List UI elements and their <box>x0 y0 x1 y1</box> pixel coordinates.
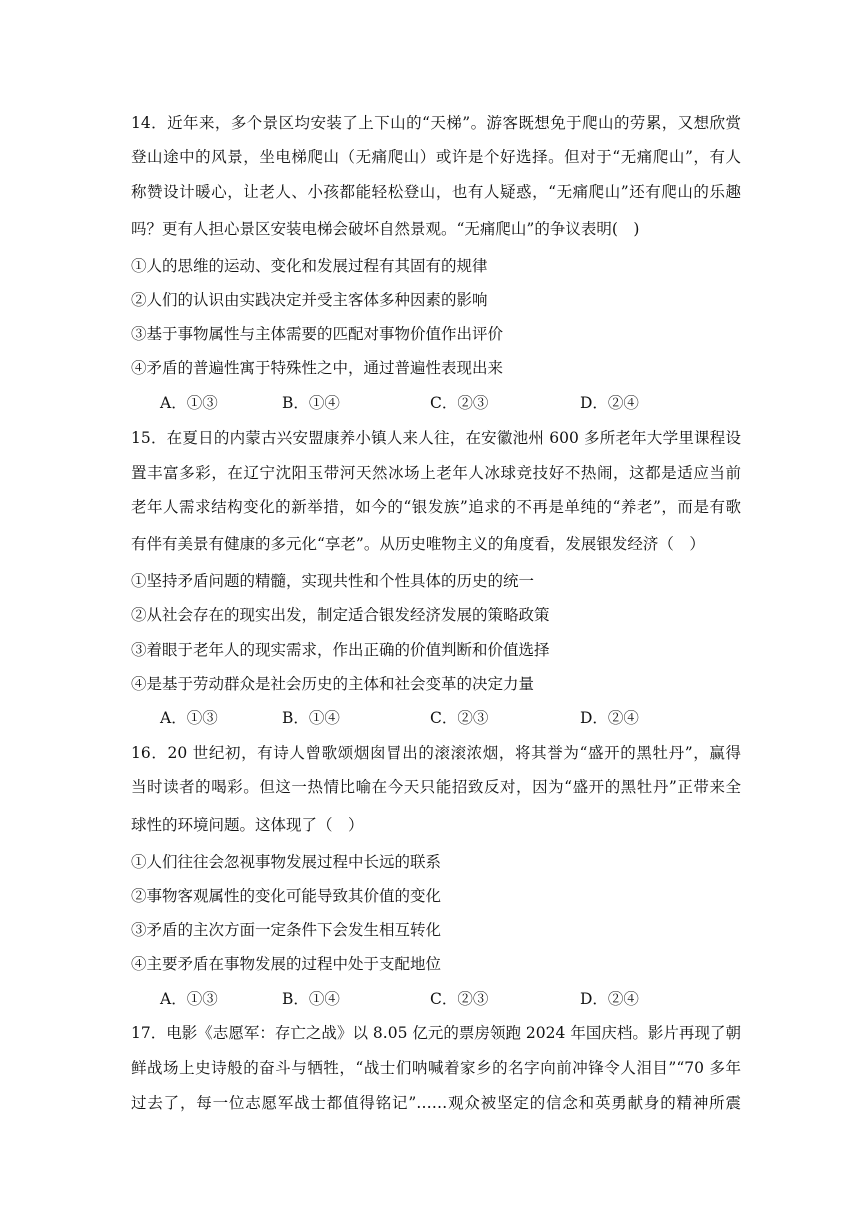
question-14-line-2: 登山途中的风景，坐电梯爬山（无痛爬山）或许是个好选择。但对于“无痛爬山”，有人 <box>131 148 741 166</box>
question-15-answer-choices <box>160 708 680 728</box>
question-16-option-2: ②事物客观属性的变化可能导致其价值的变化 <box>131 887 442 905</box>
question-15-option-3: ③着眼于老年人的现实需求，作出正确的价值判断和价值选择 <box>131 641 550 659</box>
question-14-option-2: ②人们的认识由实践决定并受主客体多种因素的影响 <box>131 291 488 309</box>
question-16-line-1: 16．20 世纪初，有诗人曾歌颂烟囱冒出的滚滚浓烟，将其誉为“盛开的黑牡丹”，赢得 <box>131 744 741 762</box>
question-16-answer-choices <box>160 989 680 1009</box>
question-14-option-3: ③基于事物属性与主体需要的匹配对事物价值作出评价 <box>131 325 504 343</box>
question-15-option-1: ①坚持矛盾问题的精髓，实现共性和个性具体的历史的统一 <box>131 572 535 590</box>
question-14-line-1: 14．近年来，多个景区均安装了上下山的“天梯”。游客既想免于爬山的劳累，又想欣赏 <box>131 114 741 132</box>
question-15-line-3: 老年人需求结构变化的新举措，如今的“银发族”追求的不再是单纯的“养老”，而是有歌 <box>131 498 741 516</box>
choice-a: A．①③ <box>160 990 218 1008</box>
question-14-option-4: ④矛盾的普遍性寓于特殊性之中，通过普遍性表现出来 <box>131 359 504 377</box>
choice-d: D．②④ <box>580 990 639 1008</box>
choice-c: C．②③ <box>430 990 489 1008</box>
choice-b: B．①④ <box>282 709 340 727</box>
question-17-line-1: 17．电影《志愿军：存亡之战》以 8.05 亿元的票房领跑 2024 年国庆档。影片再现了朝 <box>131 1024 741 1042</box>
question-16-option-3: ③矛盾的主次方面一定条件下会发生相互转化 <box>131 921 442 939</box>
question-16-line-2: 当时读者的喝彩。但这一热情比喻在今天只能招致反对，因为“盛开的黑牡丹”正带来全 <box>131 778 741 796</box>
question-15-option-2: ②从社会存在的现实出发，制定适合银发经济发展的策略政策 <box>131 606 550 624</box>
question-14-option-1: ①人的思维的运动、变化和发展过程有其固有的规律 <box>131 257 488 275</box>
question-17-line-3: 过去了，每一位志愿军战士都值得铭记”……观众被坚定的信念和英勇献身的精神所震 <box>131 1094 741 1112</box>
choice-c: C．②③ <box>430 394 489 412</box>
question-15-line-4: 有伴有美景有健康的多元化“享老”。从历史唯物主义的角度看，发展银发经济（ ） <box>131 535 705 553</box>
choice-d: D．②④ <box>580 394 639 412</box>
choice-b: B．①④ <box>282 394 340 412</box>
question-14-line-3: 称赞设计暖心，让老人、小孩都能轻松登山，也有人疑惑，“无痛爬山”还有爬山的乐趣 <box>131 183 741 201</box>
choice-d: D．②④ <box>580 709 639 727</box>
question-15-line-1: 15．在夏日的内蒙古兴安盟康养小镇人来人往，在安徽池州 600 多所老年大学里课程设 <box>131 429 741 447</box>
question-16-line-3: 球性的环境问题。这体现了（ ） <box>131 816 364 834</box>
question-16-option-1: ①人们往往会忽视事物发展过程中长远的联系 <box>131 853 442 871</box>
question-14-answer-choices <box>160 393 680 413</box>
choice-a: A．①③ <box>160 709 218 727</box>
question-16-option-4: ④主要矛盾在事物发展的过程中处于支配地位 <box>131 955 442 973</box>
question-15-line-2: 置丰富多彩，在辽宁沈阳玉带河天然冰场上老年人冰球竞技好不热闹，这都是适应当前 <box>131 464 741 482</box>
question-15-option-4: ④是基于劳动群众是社会历史的主体和社会变革的决定力量 <box>131 675 535 693</box>
question-17-line-2: 鲜战场上史诗般的奋斗与牺牲，“战士们呐喊着家乡的名字向前冲锋令人泪目”“70 多年 <box>131 1059 741 1077</box>
question-14-line-4: 吗？更有人担心景区安装电梯会破坏自然景观。“无痛爬山”的争议表明( ) <box>131 220 640 238</box>
choice-b: B．①④ <box>282 990 340 1008</box>
choice-a: A．①③ <box>160 394 218 412</box>
choice-c: C．②③ <box>430 709 489 727</box>
